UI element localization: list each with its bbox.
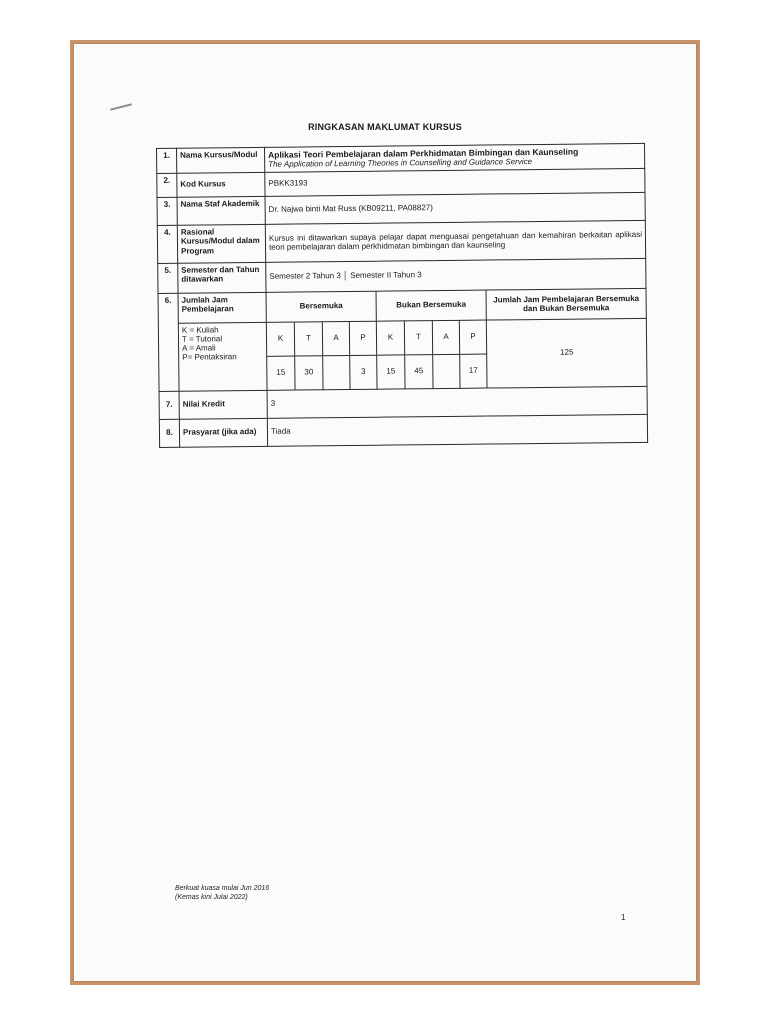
course-code-value: PBKK3193 xyxy=(265,168,645,196)
hours-cell: 17 xyxy=(460,354,487,388)
non-face-to-face-header: Bukan Bersemuka xyxy=(376,290,486,321)
code-cell: P xyxy=(459,320,486,354)
legend-item: A = Amali xyxy=(182,343,216,353)
total-hours-value: 125 xyxy=(486,318,647,388)
row-number: 6. xyxy=(158,293,179,391)
total-hours-header: Jumlah Jam Pembelajaran Bersemuka dan Bukan Bersemuka xyxy=(486,288,646,320)
face-to-face-header: Bersemuka xyxy=(266,291,376,322)
row-label: Rasional Kursus/Modul dalam Program xyxy=(177,224,265,263)
hours-cell xyxy=(433,354,460,388)
code-cell: P xyxy=(349,321,376,355)
hours-cell xyxy=(323,355,350,389)
row-label: Semester dan Tahun ditawarkan xyxy=(178,262,266,293)
row-label: Jumlah Jam Pembelajaran xyxy=(178,292,266,323)
paper-fold-mark xyxy=(110,103,132,110)
academic-staff-value: Dr. Najwa binti Mat Russ (KB09211, PA08827) xyxy=(265,192,645,224)
document-page xyxy=(74,44,696,981)
hours-cell: 15 xyxy=(377,355,405,389)
row-rationale xyxy=(157,220,645,263)
code-cell: T xyxy=(404,320,432,354)
row-number: 3. xyxy=(157,197,177,225)
hours-cell: 15 xyxy=(267,356,295,390)
legend-item: T = Tutorial xyxy=(181,334,223,344)
effective-date-note xyxy=(175,884,269,902)
hours-cell: 30 xyxy=(295,356,323,390)
hours-cell: 45 xyxy=(405,354,433,388)
row-label: Nama Staf Akademik xyxy=(177,196,265,225)
code-cell: A xyxy=(322,321,349,355)
row-label: Nilai Kredit xyxy=(179,390,267,419)
code-cell: A xyxy=(432,320,459,354)
updated-date-line: (Kemas kini Julai 2022) xyxy=(175,894,248,902)
prerequisite-value: Tiada xyxy=(267,414,647,446)
credit-value: 3 xyxy=(267,386,647,418)
course-summary-table xyxy=(156,143,648,448)
row-label: Nama Kursus/Modul xyxy=(177,147,265,173)
row-number: 7. xyxy=(159,391,179,419)
effective-date-line: Berkuat kuasa mulai Jun 2016 xyxy=(175,885,270,892)
legend-item: P= Pentaksiran xyxy=(182,352,237,363)
row-number: 1. xyxy=(157,148,177,173)
hours-legend xyxy=(178,322,267,391)
page-number: 1 xyxy=(621,913,626,922)
course-name-malay: Aplikasi Teori Pembelajaran dalam Perkhidmatan Bimbingan dan Kaunseling xyxy=(268,146,579,160)
legend-item: K = Kuliah xyxy=(181,325,219,335)
row-learning-hours-codes xyxy=(158,318,646,357)
row-label: Prasyarat (jika ada) xyxy=(179,418,267,447)
row-number: 8. xyxy=(159,419,179,447)
document-title: RINGKASAN MAKLUMAT KURSUS xyxy=(308,122,462,132)
rationale-value: Kursus ini ditawarkan supaya pelajar dapat menguasai pengetahuan dan kemahiran berkaitan aplikasi teori pembelajaran dalam perkhidmatan bimbingan dan kaunseling xyxy=(265,220,645,262)
row-label: Kod Kursus xyxy=(177,172,265,197)
code-cell: T xyxy=(294,322,322,356)
row-number: 4. xyxy=(157,225,177,263)
row-number: 2. xyxy=(157,173,177,197)
code-cell: K xyxy=(266,322,294,356)
row-prerequisite xyxy=(159,414,647,447)
course-name-english: The Application of Learning Theories in Counselling and Guidance Service xyxy=(268,157,533,170)
semester-value: Semester 2 Tahun 3 │ Semester II Tahun 3 xyxy=(266,258,646,292)
code-cell: K xyxy=(376,321,404,355)
hours-cell: 3 xyxy=(350,355,377,389)
row-number: 5. xyxy=(158,263,178,293)
